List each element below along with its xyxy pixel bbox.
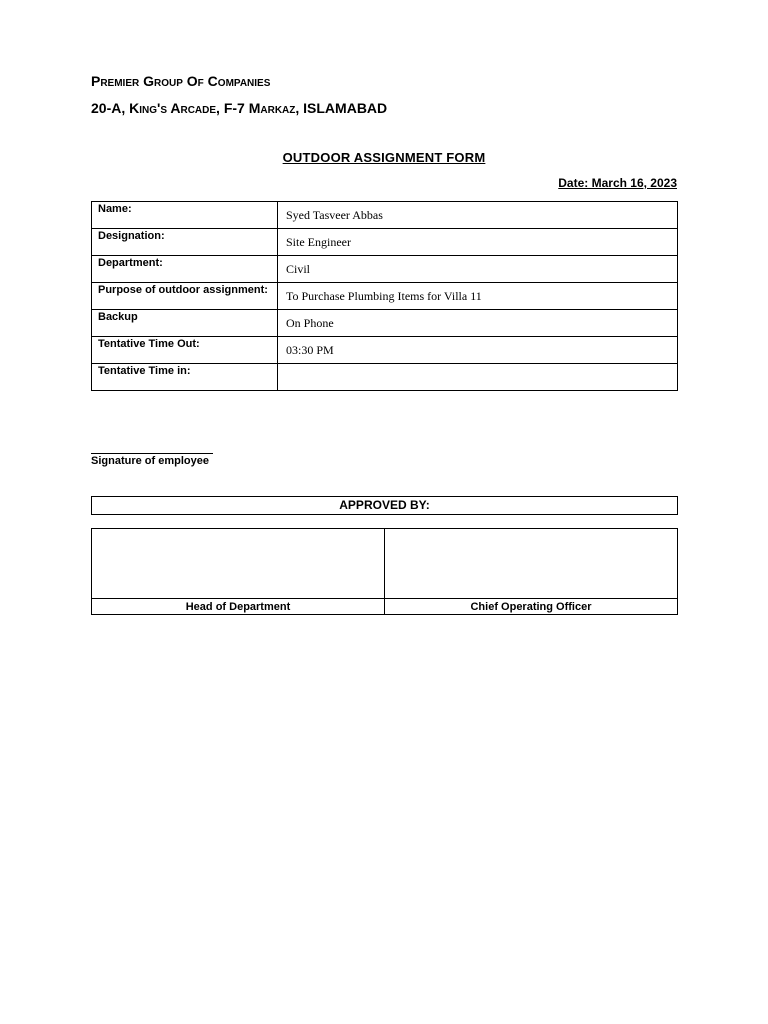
table-row (92, 256, 678, 283)
table-row (92, 337, 678, 364)
row-label-designation: Designation: (92, 229, 278, 256)
row-label-backup: Backup (92, 310, 278, 337)
row-value-purpose: To Purchase Plumbing Items for Villa 11 (278, 283, 678, 310)
table-row (92, 202, 678, 229)
row-value-department: Civil (278, 256, 678, 283)
table-row (92, 229, 678, 256)
approved-by-heading: APPROVED BY: (91, 496, 678, 515)
signature-line (91, 453, 213, 454)
table-row (92, 529, 678, 599)
table-row (92, 283, 678, 310)
form-title: OUTDOOR ASSIGNMENT FORM (282, 150, 486, 165)
row-value-time-out: 03:30 PM (278, 337, 678, 364)
row-label-name: Name: (92, 202, 278, 229)
approval-signatures-table (91, 528, 678, 615)
row-label-purpose: Purpose of outdoor assignment: (92, 283, 278, 310)
table-row (92, 310, 678, 337)
row-value-designation: Site Engineer (278, 229, 678, 256)
table-row (92, 364, 678, 391)
company-name: Premier Group Of Companies (91, 73, 271, 89)
table-row (92, 599, 678, 615)
assignment-details-table (91, 201, 678, 391)
form-date: Date: March 16, 2023 (558, 176, 677, 190)
row-value-backup: On Phone (278, 310, 678, 337)
row-value-name: Syed Tasveer Abbas (278, 202, 678, 229)
coo-signature-space (385, 529, 678, 599)
row-label-department: Department: (92, 256, 278, 283)
role-head-of-department: Head of Department (92, 599, 385, 615)
signature-label: Signature of employee (91, 455, 209, 467)
row-label-time-out: Tentative Time Out: (92, 337, 278, 364)
role-chief-operating-officer: Chief Operating Officer (385, 599, 678, 615)
row-label-time-in: Tentative Time in: (92, 364, 278, 391)
hod-signature-space (92, 529, 385, 599)
company-address: 20-A, King's Arcade, F-7 Markaz, ISLAMABAD (91, 100, 388, 116)
row-value-time-in (278, 364, 678, 391)
